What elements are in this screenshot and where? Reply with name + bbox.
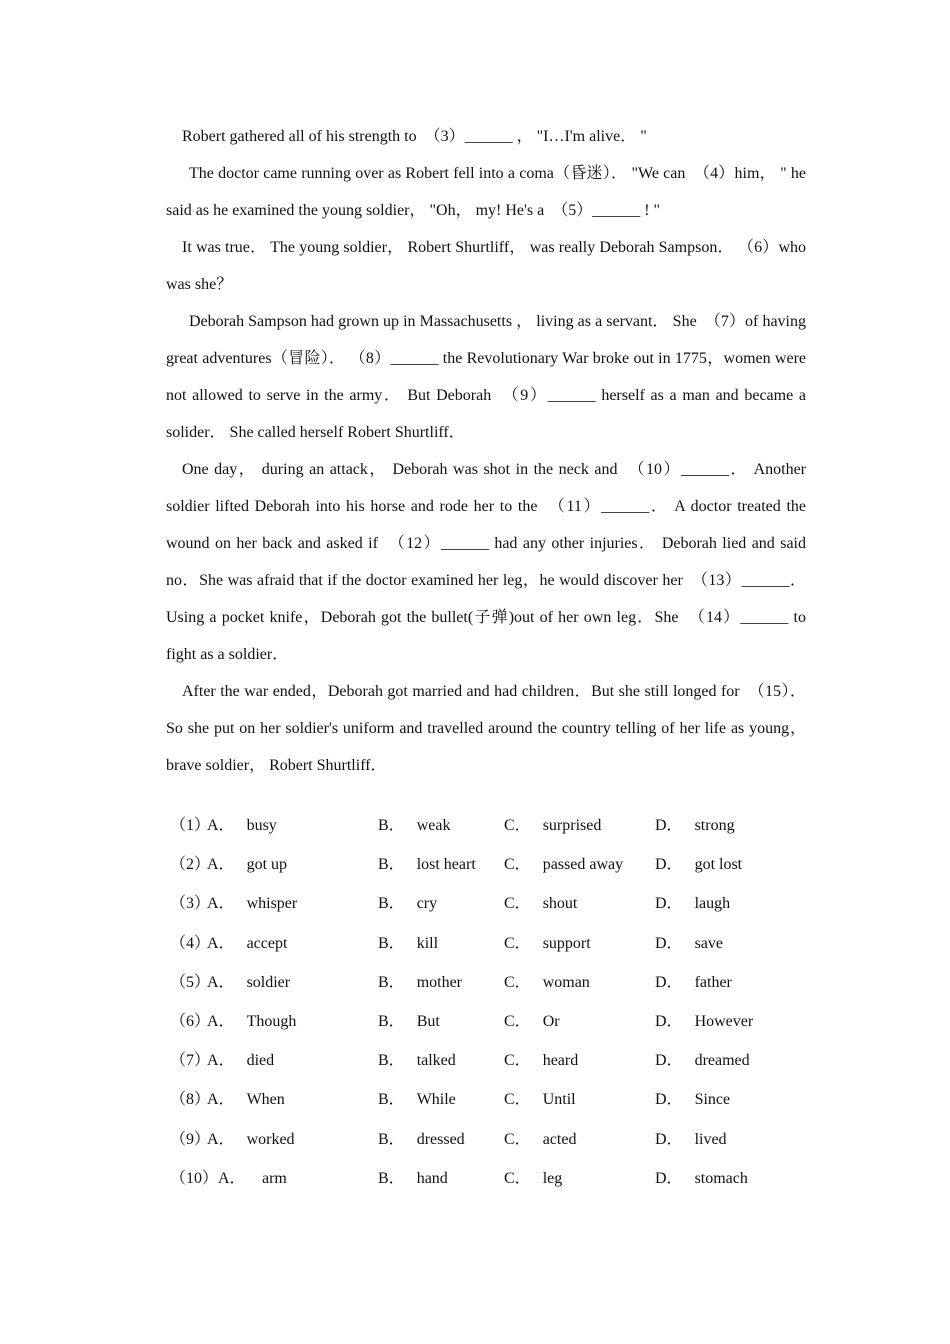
- option-text: woman: [542, 973, 590, 991]
- option-letter: B．: [378, 1052, 405, 1070]
- option-text: stomach: [694, 1169, 748, 1187]
- question-number: （5）: [170, 973, 211, 991]
- question-number: （4）: [170, 934, 211, 952]
- option-text: Until: [542, 1091, 576, 1109]
- option-letter: C．: [504, 1012, 531, 1030]
- option-letter: B．: [378, 1091, 405, 1109]
- option-text: Though: [246, 1012, 297, 1030]
- option-d[interactable]: [655, 884, 730, 923]
- option-b[interactable]: [378, 845, 476, 884]
- option-c[interactable]: [504, 806, 601, 845]
- option-letter: A．: [207, 1052, 235, 1070]
- option-text: died: [246, 1052, 275, 1070]
- option-text: cry: [416, 895, 438, 913]
- option-d[interactable]: [655, 1002, 753, 1041]
- option-b[interactable]: [378, 924, 438, 963]
- option-text: kill: [416, 934, 439, 952]
- answer-options: [166, 806, 806, 1198]
- option-letter: A．: [207, 1012, 235, 1030]
- option-letter: A．: [207, 817, 235, 834]
- question-number: （3）: [170, 895, 211, 913]
- option-text: got up: [246, 856, 288, 874]
- option-letter: B．: [378, 973, 405, 991]
- option-letter: D．: [655, 895, 683, 913]
- option-a[interactable]: [207, 1002, 296, 1041]
- option-text: dreamed: [694, 1052, 750, 1070]
- question-number: （1）: [170, 817, 211, 834]
- option-text: passed away: [542, 856, 624, 874]
- option-c[interactable]: [504, 1080, 576, 1119]
- option-b[interactable]: [378, 806, 450, 845]
- option-text: But: [416, 1012, 440, 1030]
- option-d[interactable]: [655, 1080, 730, 1119]
- option-text: heard: [542, 1052, 579, 1070]
- question-row: [166, 845, 806, 884]
- option-a[interactable]: [207, 806, 277, 845]
- option-text: weak: [416, 817, 451, 834]
- option-letter: D．: [655, 1091, 683, 1109]
- option-d[interactable]: [655, 1120, 727, 1159]
- option-text: save: [694, 934, 723, 952]
- option-a[interactable]: [207, 884, 297, 923]
- option-letter: A．: [207, 934, 235, 952]
- question-number: （6）: [170, 1012, 211, 1030]
- option-c[interactable]: [504, 924, 591, 963]
- option-a[interactable]: [207, 1041, 274, 1080]
- option-letter: C．: [504, 973, 531, 991]
- question-row: [166, 1080, 806, 1119]
- question-row: [166, 1002, 806, 1041]
- option-a[interactable]: [207, 1120, 295, 1159]
- question-row: [166, 1120, 806, 1159]
- option-letter: D．: [655, 934, 683, 952]
- option-b[interactable]: [378, 963, 462, 1002]
- option-letter: B．: [378, 817, 405, 834]
- option-c[interactable]: [504, 1159, 562, 1198]
- option-letter: C．: [504, 1130, 531, 1148]
- option-text: whisper: [246, 895, 298, 913]
- option-a[interactable]: [207, 924, 287, 963]
- option-text: However: [694, 1012, 754, 1030]
- option-text: dressed: [416, 1130, 465, 1148]
- option-text: Or: [542, 1012, 560, 1030]
- option-a[interactable]: [207, 845, 287, 884]
- question-number: （9）: [170, 1130, 211, 1148]
- option-d[interactable]: [655, 1159, 748, 1198]
- option-c[interactable]: [504, 1120, 576, 1159]
- option-letter: C．: [504, 856, 531, 874]
- question-row: [166, 924, 806, 963]
- option-letter: D．: [655, 1169, 683, 1187]
- option-text: shout: [542, 895, 578, 913]
- question-row: [166, 1159, 806, 1198]
- option-letter: C．: [504, 1052, 531, 1070]
- option-a[interactable]: [262, 1159, 287, 1198]
- option-letter: A．: [207, 1091, 235, 1109]
- option-letter: A．: [207, 973, 235, 991]
- option-letter: C．: [504, 934, 531, 952]
- option-text: acted: [542, 1130, 577, 1148]
- option-d[interactable]: [655, 1041, 750, 1080]
- passage: [166, 119, 806, 784]
- question-number: （8）: [170, 1091, 211, 1109]
- option-d[interactable]: [655, 924, 723, 963]
- option-a[interactable]: [207, 963, 290, 1002]
- option-letter: B．: [378, 1130, 405, 1148]
- option-d[interactable]: [655, 963, 732, 1002]
- option-text: While: [416, 1091, 456, 1109]
- option-b[interactable]: [378, 1041, 456, 1080]
- option-letter: B．: [378, 895, 405, 913]
- option-letter: D．: [655, 1052, 683, 1070]
- passage-paragraph: After the war ended，Deborah got married and had children．But she still longed for （15）． So she put on her soldier's uniform and travelled around the country telling of her life as young， brave soldier， Robert Shurtliff．: [166, 683, 806, 774]
- option-letter: D．: [655, 856, 683, 874]
- option-text: lost heart: [416, 856, 476, 874]
- option-text: busy: [246, 817, 277, 834]
- option-text: When: [246, 1091, 285, 1109]
- option-letter: A．: [207, 856, 235, 874]
- question-number: （2）: [170, 856, 211, 874]
- question-row: [166, 963, 806, 1002]
- option-letter: A．: [207, 895, 235, 913]
- passage-paragraph: One day， during an attack， Deborah was shot in the neck and （10）______． Another soldier lifted Deborah into his horse and rode her to the （11）______． A doctor treated the wound on her back and asked if （12）______ had any other injuries． Deborah lied and said no．She was afraid that if the doctor examined her leg，he would discover her （13）______．Using a pocket knife，Deborah got the bullet(子弹)out of her own leg．She （14）______ to fight as a soldier．: [166, 461, 806, 663]
- option-letter: B．: [378, 934, 405, 952]
- option-text: laugh: [694, 895, 731, 913]
- option-letter: D．: [655, 973, 683, 991]
- option-letter: B．: [378, 1012, 405, 1030]
- option-letter: C．: [504, 895, 531, 913]
- passage-paragraph: Deborah Sampson had grown up in Massachusetts ， living as a servant． She （7）of having great adventures（冒险）． （8）______ the Revolutionary War broke out in 1775，women were not allowed to serve in the army． But Deborah （9）______ herself as a man and became a solider． She called herself Robert Shurtliff．: [166, 313, 806, 441]
- option-a[interactable]: [207, 1080, 285, 1119]
- option-text: support: [542, 934, 591, 952]
- option-c[interactable]: [504, 1041, 578, 1080]
- option-c[interactable]: [504, 884, 577, 923]
- option-b[interactable]: [378, 1159, 448, 1198]
- option-b[interactable]: [378, 884, 437, 923]
- option-b[interactable]: [378, 1120, 465, 1159]
- option-letter: D．: [655, 1130, 683, 1148]
- question-number: （10）A．: [170, 1169, 246, 1187]
- option-d[interactable]: [655, 845, 742, 884]
- option-text: talked: [416, 1052, 456, 1070]
- passage-paragraph: The doctor came running over as Robert fell into a coma（昏迷）． "We can （4）him， " he said as he examined the young soldier， "Oh， my! He's a （5）______ ! ": [166, 165, 806, 219]
- passage-paragraph: Robert gathered all of his strength to （3）______ ， "I…I'm alive． ": [182, 128, 647, 145]
- option-text: surprised: [542, 817, 602, 834]
- option-b[interactable]: [378, 1080, 456, 1119]
- option-text: soldier: [246, 973, 291, 991]
- option-c[interactable]: [504, 1002, 560, 1041]
- option-text: mother: [416, 973, 463, 991]
- option-text: accept: [246, 934, 288, 952]
- option-letter: D．: [655, 1012, 683, 1030]
- option-letter: C．: [504, 817, 531, 834]
- option-letter: C．: [504, 1169, 531, 1187]
- question-row: [166, 884, 806, 923]
- option-text: arm: [262, 1169, 287, 1187]
- option-text: father: [694, 973, 732, 991]
- question-number: （7）: [170, 1052, 211, 1070]
- passage-paragraph: It was true． The young soldier， Robert Shurtliff， was really Deborah Sampson． （6）who was she？: [166, 239, 806, 293]
- option-d[interactable]: [655, 806, 735, 845]
- option-text: leg: [542, 1169, 563, 1187]
- option-letter: D．: [655, 817, 683, 834]
- question-row: [166, 1041, 806, 1080]
- option-text: strong: [694, 817, 735, 834]
- option-letter: B．: [378, 856, 405, 874]
- option-letter: A．: [207, 1130, 235, 1148]
- option-text: Since: [694, 1091, 731, 1109]
- option-text: lived: [694, 1130, 727, 1148]
- option-letter: B．: [378, 1169, 405, 1187]
- option-text: worked: [246, 1130, 295, 1148]
- option-text: got lost: [694, 856, 743, 874]
- option-c[interactable]: [504, 963, 590, 1002]
- option-letter: C．: [504, 1091, 531, 1109]
- option-b[interactable]: [378, 1002, 440, 1041]
- question-row: [166, 806, 806, 845]
- option-text: hand: [416, 1169, 448, 1187]
- option-c[interactable]: [504, 845, 623, 884]
